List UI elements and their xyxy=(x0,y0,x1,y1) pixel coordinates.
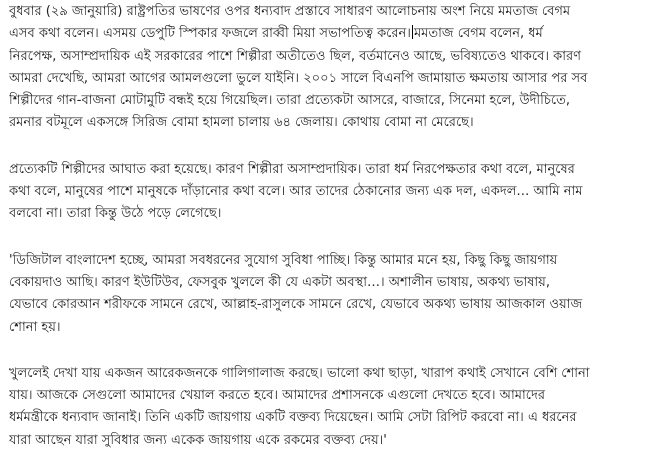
paragraph-4 xyxy=(9,362,653,452)
text-line: খুললেই দেখা যায় একজন আরেকজনকে গালিগালাজ করছে। ভালো কথা ছাড়া, খারাপ কথাই সেখানে বেশি শোনা xyxy=(9,365,590,381)
text-line: 'ডিজিটাল বাংলাদেশ হচ্ছে, আমরা সবধরনের সুযোগ সুবিধা পাচ্ছি। কিন্তু আমার মনে হয়, কিছু কিছু জায়গায় xyxy=(9,252,558,268)
text-line: প্রত্যেকটি শিল্পীদের আঘাত করা হয়েছে। কারণ শিল্পীরা অসাম্প্রদায়িক। তারা ধর্ম নিরপেক্ষতার কথা বলে, মানুষের xyxy=(9,161,575,177)
text-line: বলবো না। তারা কিন্তু উঠে পড়ে লেগেছে। xyxy=(9,206,222,222)
text-line xyxy=(9,23,653,45)
text-line: আমরা দেখেছি, আমরা আগের আমলগুলো ভুলে যাইনি। ২০০১ সালে বিএনপি জামায়াত ক্ষমতায় আসার পর সব xyxy=(9,70,588,86)
text-line: শিল্পীদের গান-বাজনা মোটামুটি বন্ধই হয়ে গিয়েছিল। তারা প্রত্যেকটা আসরে, বাজারে, সিনেমা হলে, উদীচিতে, xyxy=(9,93,570,109)
text-segment: এসব কথা বলেন। এসময় ডেপুটি স্পিকার ফজলে রাব্বী মিয়া সভাপতিত্ব করেন। xyxy=(9,26,411,42)
text-line: নিরপেক্ষ, অসাম্প্রদায়িক এই সরকারের পাশে শিল্পীরা অতীতেও ছিল, বর্তমানেও আছে, ভবিষ্যতেও থাকবে। কারণ xyxy=(9,48,581,64)
text-line: শোনা হয়। xyxy=(9,319,61,335)
text-line: যায়। আজকে সেগুলো আমাদের খেয়াল করতে হবে। আমাদের প্রশাসনকে এগুলো দেখতে হবে। আমাদের xyxy=(9,388,545,404)
paragraph-1 xyxy=(9,0,653,135)
article-body xyxy=(9,0,653,452)
text-line: বুধবার (২৯ জানুয়ারি) রাষ্ট্রপতির ভাষণের ওপর ধন্যবাদ প্রস্তাবে সাধারণ আলোচনায় অংশ নিয়ে মমতাজ বেগম xyxy=(9,4,571,19)
paragraph-3 xyxy=(9,249,653,339)
paragraph-2 xyxy=(9,158,653,226)
text-line: বেকায়দাও আছি। কারণ ইউটিউব, ফেসবুক খুললে কী যে একটা অবস্থা…। অশালীন ভাষায়, অকথ্য ভাষায়, xyxy=(9,274,550,290)
text-line: যারা আছেন যারা সুবিধার জন্য একেক জায়গায় একে রকমের বক্তব্য দেয়।' xyxy=(9,432,387,448)
text-line: কথা বলে, মানুষের পাশে মানুষকে দাঁড়ানোর কথা বলে। আর তাদের ঠেকানোর জন্য এক দল, একদল… আমি নাম xyxy=(9,184,583,200)
text-segment: মমতাজ বেগম বলেন, ধর্ম xyxy=(413,26,543,42)
text-line: ধর্মমন্ত্রীকে ধন্যবাদ জানাই। তিনি একটি জায়গায় একটি বক্তব্য দিয়েছেন। আমি সেটা রিপিট করবো না। এ ধরনের xyxy=(9,410,577,426)
text-line: যেভাবে কোরআন শরীফকে সামনে রেখে, আল্লাহ-রাসুলকে সামনে রেখে, যেভাবে অকথ্য ভাষায় আজকাল ওয়াজ xyxy=(9,297,583,313)
text-cursor xyxy=(412,25,413,39)
text-line: রমনার বটমূলে একসঙ্গে সিরিজ বোমা হামলা চালায় ৬৪ জেলায়। কোথায় বোমা না মেরেছে। xyxy=(9,115,474,131)
